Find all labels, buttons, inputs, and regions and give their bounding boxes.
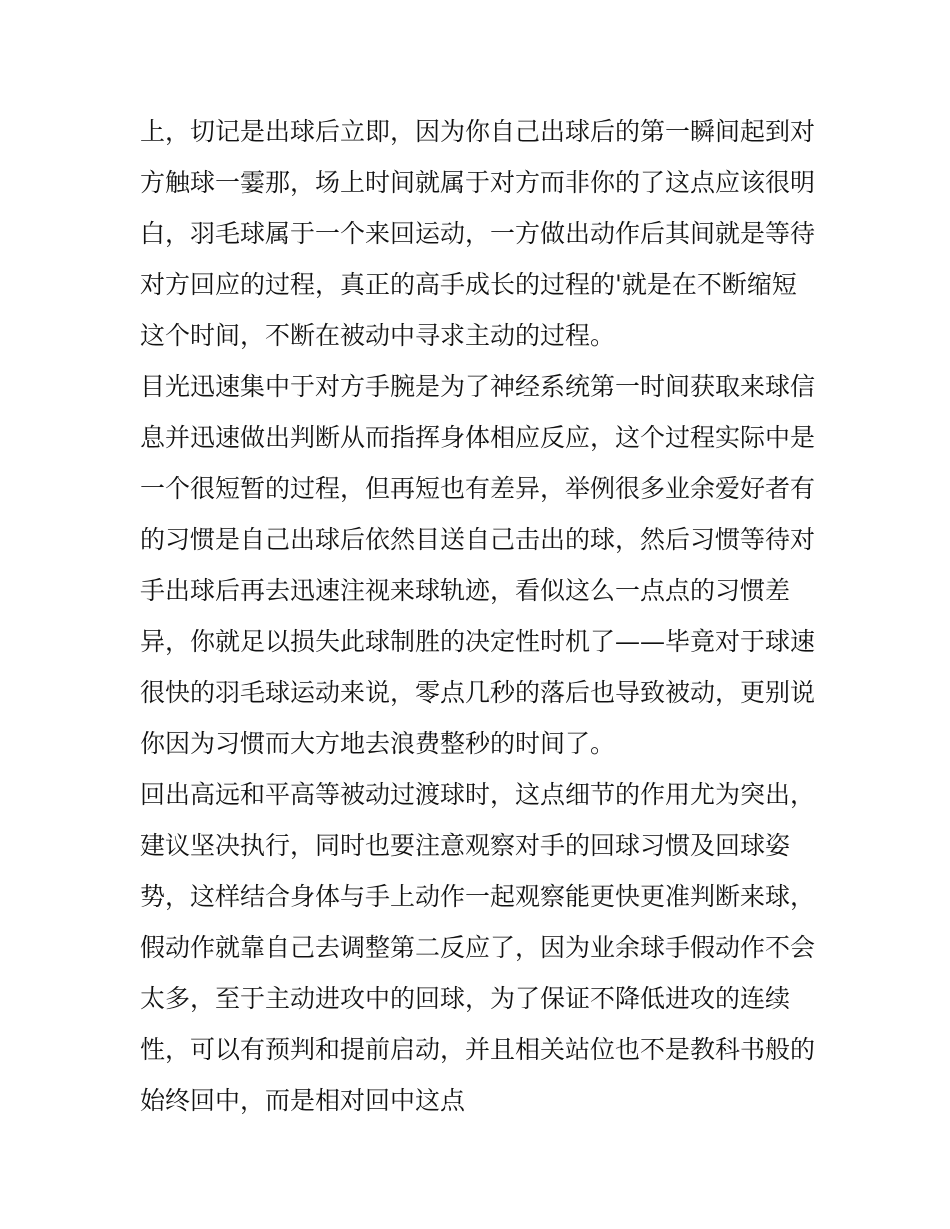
text-line: 很快的羽毛球运动来说，零点几秒的落后也导致被动，更别说: [140, 678, 816, 707]
text-line: 势，这样结合身体与手上动作一起观察能更快更准判断来球，: [140, 882, 816, 911]
text-line: 方触球一霎那，场上时间就属于对方而非你的了这点应该很明: [140, 168, 816, 197]
text-line: 白，羽毛球属于一个来回运动，一方做出动作后其间就是等待: [140, 219, 816, 248]
text-line: 息并迅速做出判断从而指挥身体相应反应，这个过程实际中是: [140, 423, 816, 452]
text-line: 一个很短暂的过程，但再短也有差异，举例很多业余爱好者有: [140, 474, 816, 503]
text-line: 太多，至于主动进攻中的回球，为了保证不降低进攻的连续: [140, 984, 791, 1013]
text-line: 始终回中，而是相对回中这点: [140, 1086, 466, 1115]
text-line: 的习惯是自己出球后依然目送自己击出的球，然后习惯等待对: [140, 525, 816, 554]
text-line: 你因为习惯而大方地去浪费整秒的时间了。: [140, 729, 616, 758]
text-line: 目光迅速集中于对方手腕是为了神经系统第一时间获取来球信: [140, 372, 816, 401]
text-line: 异，你就足以损失此球制胜的决定性时机了——毕竟对于球速: [140, 627, 816, 656]
text-line: 上，切记是出球后立即，因为你自己出球后的第一瞬间起到对: [140, 117, 816, 146]
text-line: 对方回应的过程，真正的高手成长的过程的'就是在不断缩短: [140, 270, 797, 299]
text-line: 回出高远和平高等被动过渡球时，这点细节的作用尤为突出，: [140, 780, 816, 809]
text-line: 假动作就靠自己去调整第二反应了，因为业余球手假动作不会: [140, 933, 816, 962]
text-line: 性，可以有预判和提前启动，并且相关站位也不是教科书般的: [140, 1035, 816, 1064]
body-text: [140, 106, 820, 1126]
text-line: 建议坚决执行，同时也要注意观察对手的回球习惯及回球姿: [140, 831, 791, 860]
text-line: 这个时间，不断在被动中寻求主动的过程。: [140, 321, 616, 350]
text-line: 手出球后再去迅速注视来球轨迹，看似这么一点点的习惯差: [140, 576, 791, 605]
